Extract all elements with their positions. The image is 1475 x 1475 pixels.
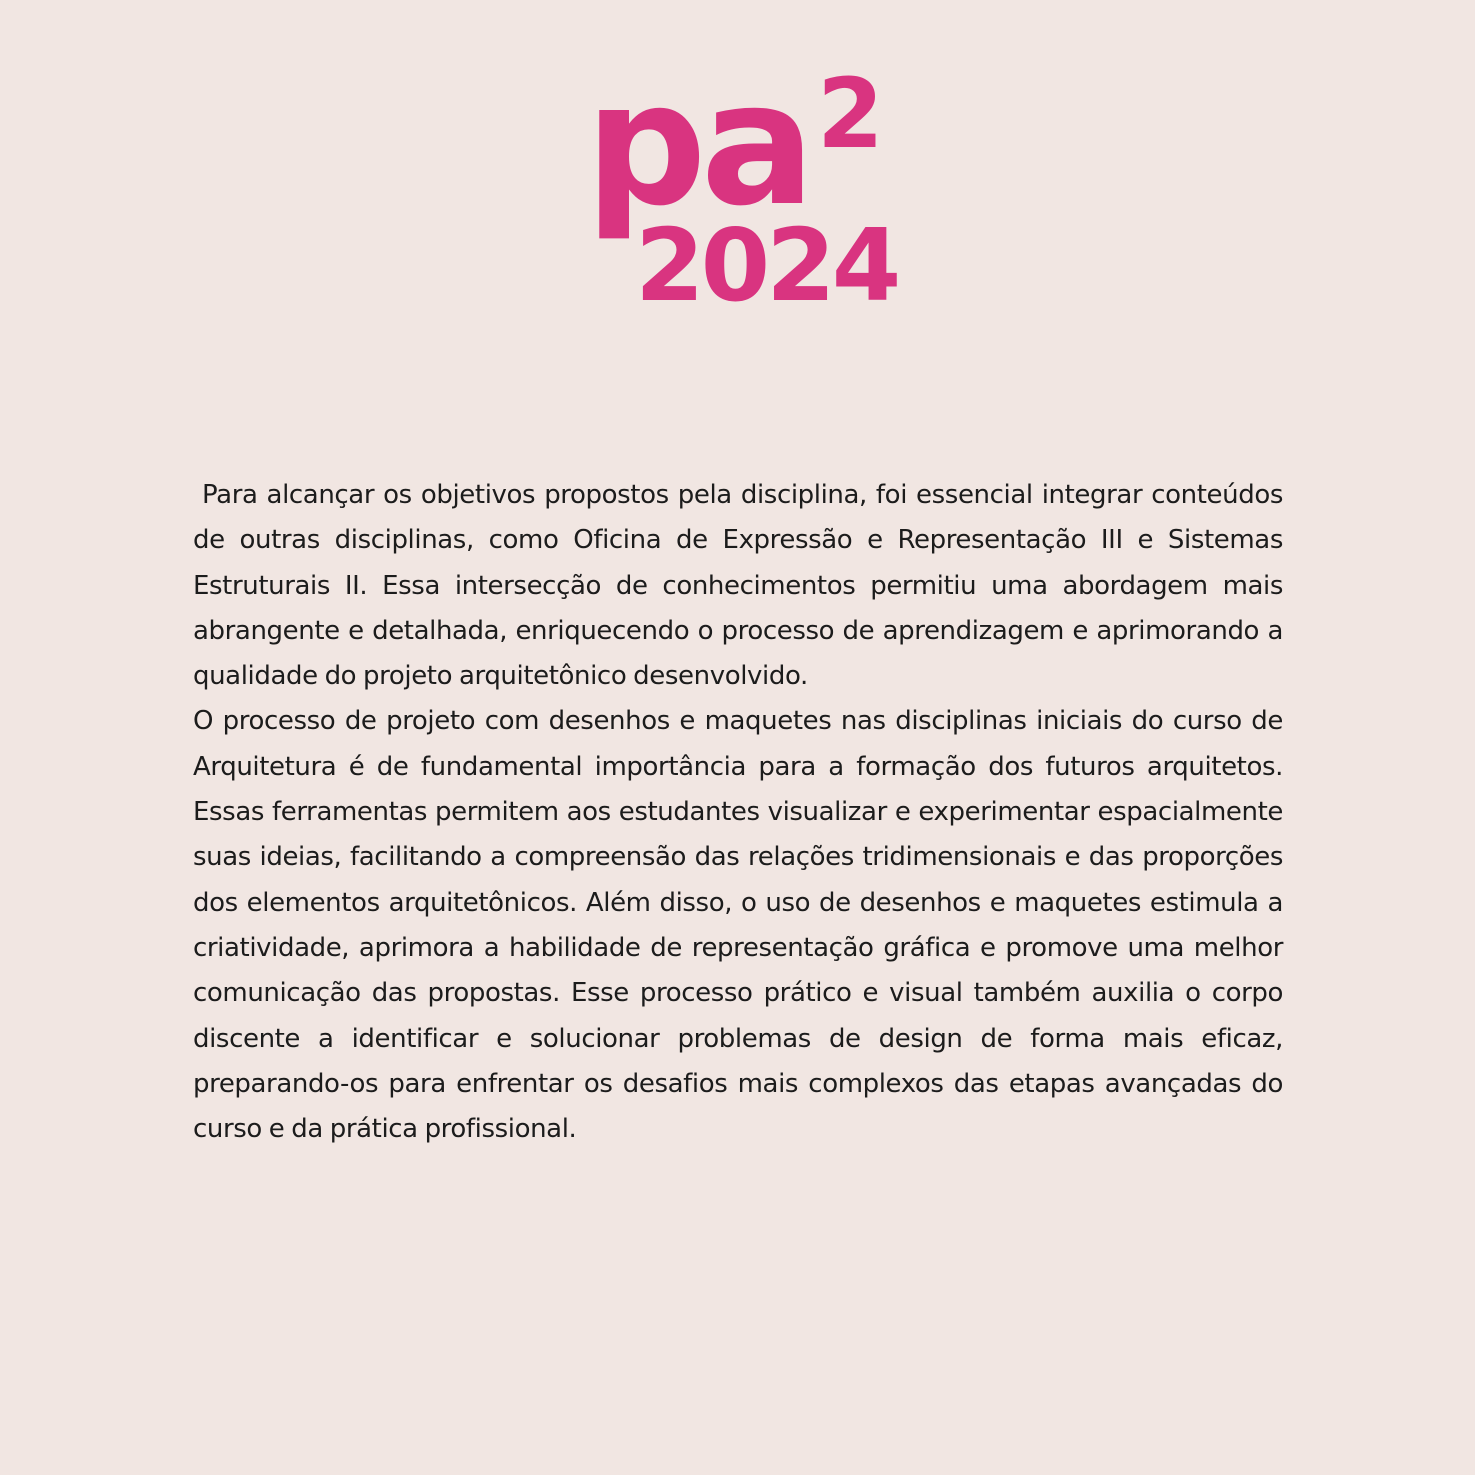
- paragraph-1: Para alcançar os objetivos propostos pela disciplina, foi essencial integrar conteúdos de outras disciplinas, como Oficina de Expressão e Representação III e Sistemas Estruturais II. Essa intersecção de conhecimentos permitiu uma abordagem mais abrangente e detalhada, enriquecendo o processo de aprendizagem e aprimorando a qualidade do projeto arquitetônico desenvolvido.: [193, 480, 1290, 692]
- body-text: [193, 473, 1290, 1152]
- logo-superscript: 2: [817, 58, 884, 170]
- logo-year: 2024: [635, 207, 898, 324]
- paragraph-2: O processo de projeto com desenhos e maquetes nas disciplinas iniciais do curso de Arquitetura é de fundamental importância para a formação dos futuros arquitetos. Essas ferramentas permitem aos estudantes visualizar e experimentar espacialmente suas ideias, facilitando a compreensão das relações tridimensionais e das proporções dos elementos arquitetônicos. Além disso, o uso de desenhos e maquetes estimula a criatividade, aprimora a habilidade de representação gráfica e promove uma melhor comunicação das propostas. Esse processo prático e visual também auxilia o corpo discente a identificar e solucionar problemas de design de forma mais eficaz, preparando-os para enfrentar os desafios mais complexos das etapas avançadas do curso e da prática profissional.: [193, 706, 1290, 1145]
- pa2-logo: [585, 46, 905, 324]
- logo-wordmark: pa: [585, 46, 810, 244]
